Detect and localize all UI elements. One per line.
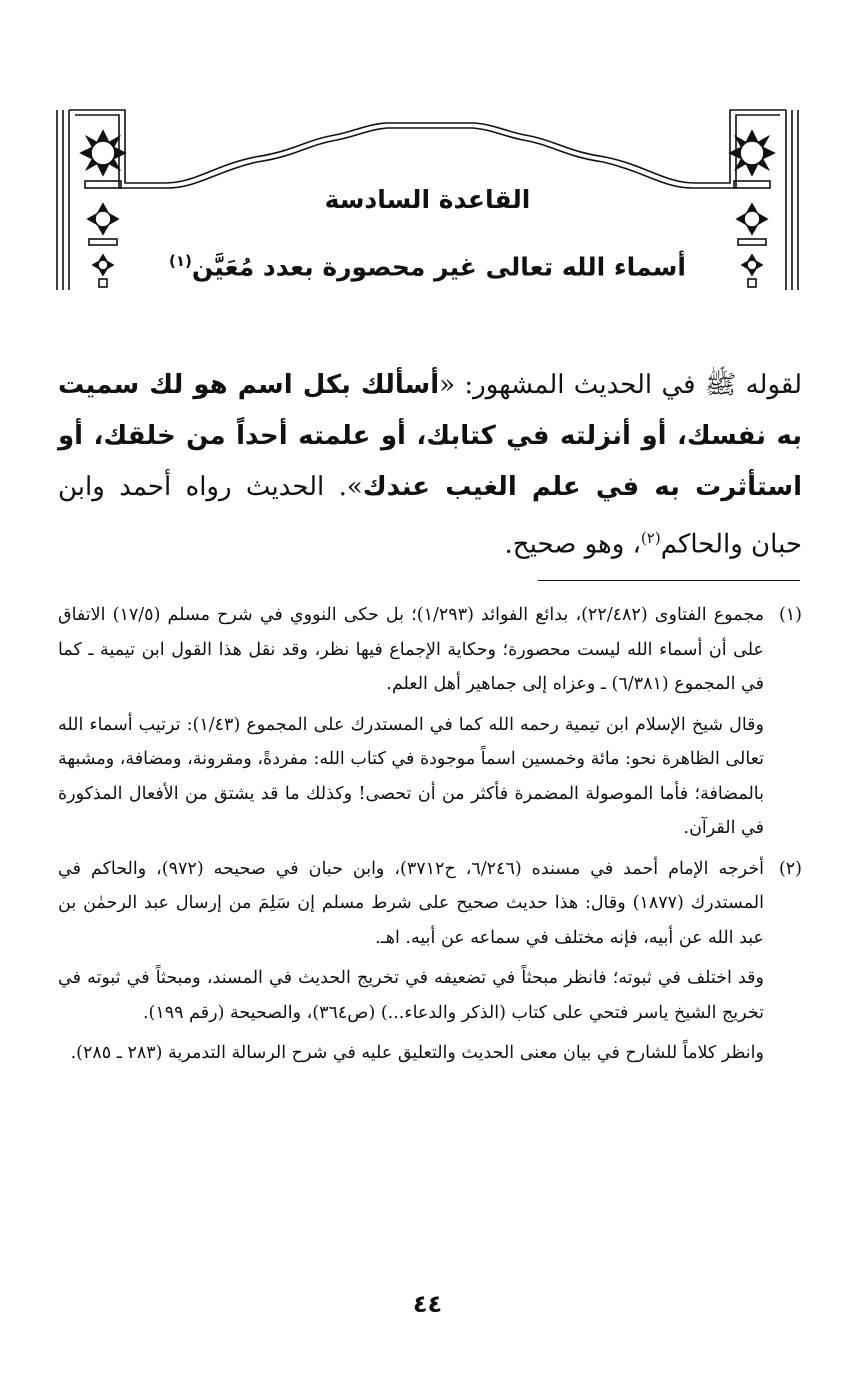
chapter-subtitle-text: أسماء الله تعالى غير محصورة بعدد مُعَيَّن: [191, 252, 686, 282]
footnote-1: [58, 598, 802, 846]
footnote-paragraph: وقال شيخ الإسلام ابن تيمية رحمه الله كما في المستدرك على المجموع (١/٤٣): ترتيب أسماء الله تعالى الظاهرة نحو: مائة وخمسين اسماً موجودة في كتاب الله: مفردةً، ومقرونة، ومضافة، ومشبهة بالمضافة؛ فأما الموصولة المضمرة فأكثر من أن تحصى! وكذلك ما قد يشتق من الأفعال المذكورة في القرآن.: [58, 714, 764, 838]
footnote-paragraph: وقد اختلف في ثبوته؛ فانظر مبحثاً في تضعيفه في تخريج الحديث في المسند، ومبحثاً في ثبوته في تخريج الشيخ ياسر فتحي على كتاب (الذكر والدعاء...) (ص٣٦٤)، والصحيحة (رقم ١٩٩).: [58, 968, 764, 1023]
page-number: ٤٤: [412, 1290, 443, 1318]
hadith-text: أسألك بكل اسم هو لك سميت به نفسك، أو أنزلته في كتابك، أو علمته أحداً من خلقك، أو استأثرت به في علم الغيب عندك: [58, 370, 803, 502]
chapter-title: القاعدة السادسة: [324, 185, 531, 214]
footnote-paragraph: مجموع الفتاوى (٢٢/٤٨٢)، بدائع الفوائد (١/٢٩٣)؛ بل حكى النووي في شرح مسلم (١٧/٥) الاتفاق على أن أسماء الله ليست محصورة؛ وحكاية الإجماع فيها نظر، وقد نقل هذا القول ابن تيمية ـ كما في المجموع (٦/٣٨١) ـ وعزاه إلى جماهير أهل العلم.: [58, 605, 765, 694]
footnote-paragraph: وانظر كلاماً للشارح في بيان معنى الحديث والتعليق عليه في شرح الرسالة التدمرية (٢٨٣ ـ ٢٨٥).: [70, 1043, 764, 1063]
footnotes: [58, 598, 802, 1077]
footnote-number: (٢): [778, 858, 802, 879]
footnote-divider: [538, 580, 800, 581]
intro-text: لقوله ﷺ في الحديث المشهور: «: [439, 370, 802, 400]
footnote-ref-1[interactable]: (١): [169, 252, 192, 270]
footnote-paragraph: أخرجه الإمام أحمد في مسنده (٦/٢٤٦، ح٣٧١٢)، وابن حبان في صحيحه (٩٧٢)، والحاكم في المستدرك (١٨٧٧) وقال: هذا حديث صحيح على شرط مسلم إن سَلِمَ من إرسال عبد الرحمٰن بن عبد الله عن أبيه، فإنه مختلف في سماعه عن أبيه. اهـ.: [58, 858, 764, 948]
footnote-2: [58, 852, 802, 1071]
after-hadith-text: ». الحديث رواه أحمد وابن حبان والحاكم: [58, 472, 802, 560]
main-paragraph: [58, 360, 802, 571]
chapter-subtitle: [0, 252, 855, 281]
footnote-ref-2[interactable]: (٢): [640, 529, 661, 547]
ending-text: ، وهو صحيح.: [504, 529, 641, 560]
footnote-number: (١): [778, 605, 802, 625]
